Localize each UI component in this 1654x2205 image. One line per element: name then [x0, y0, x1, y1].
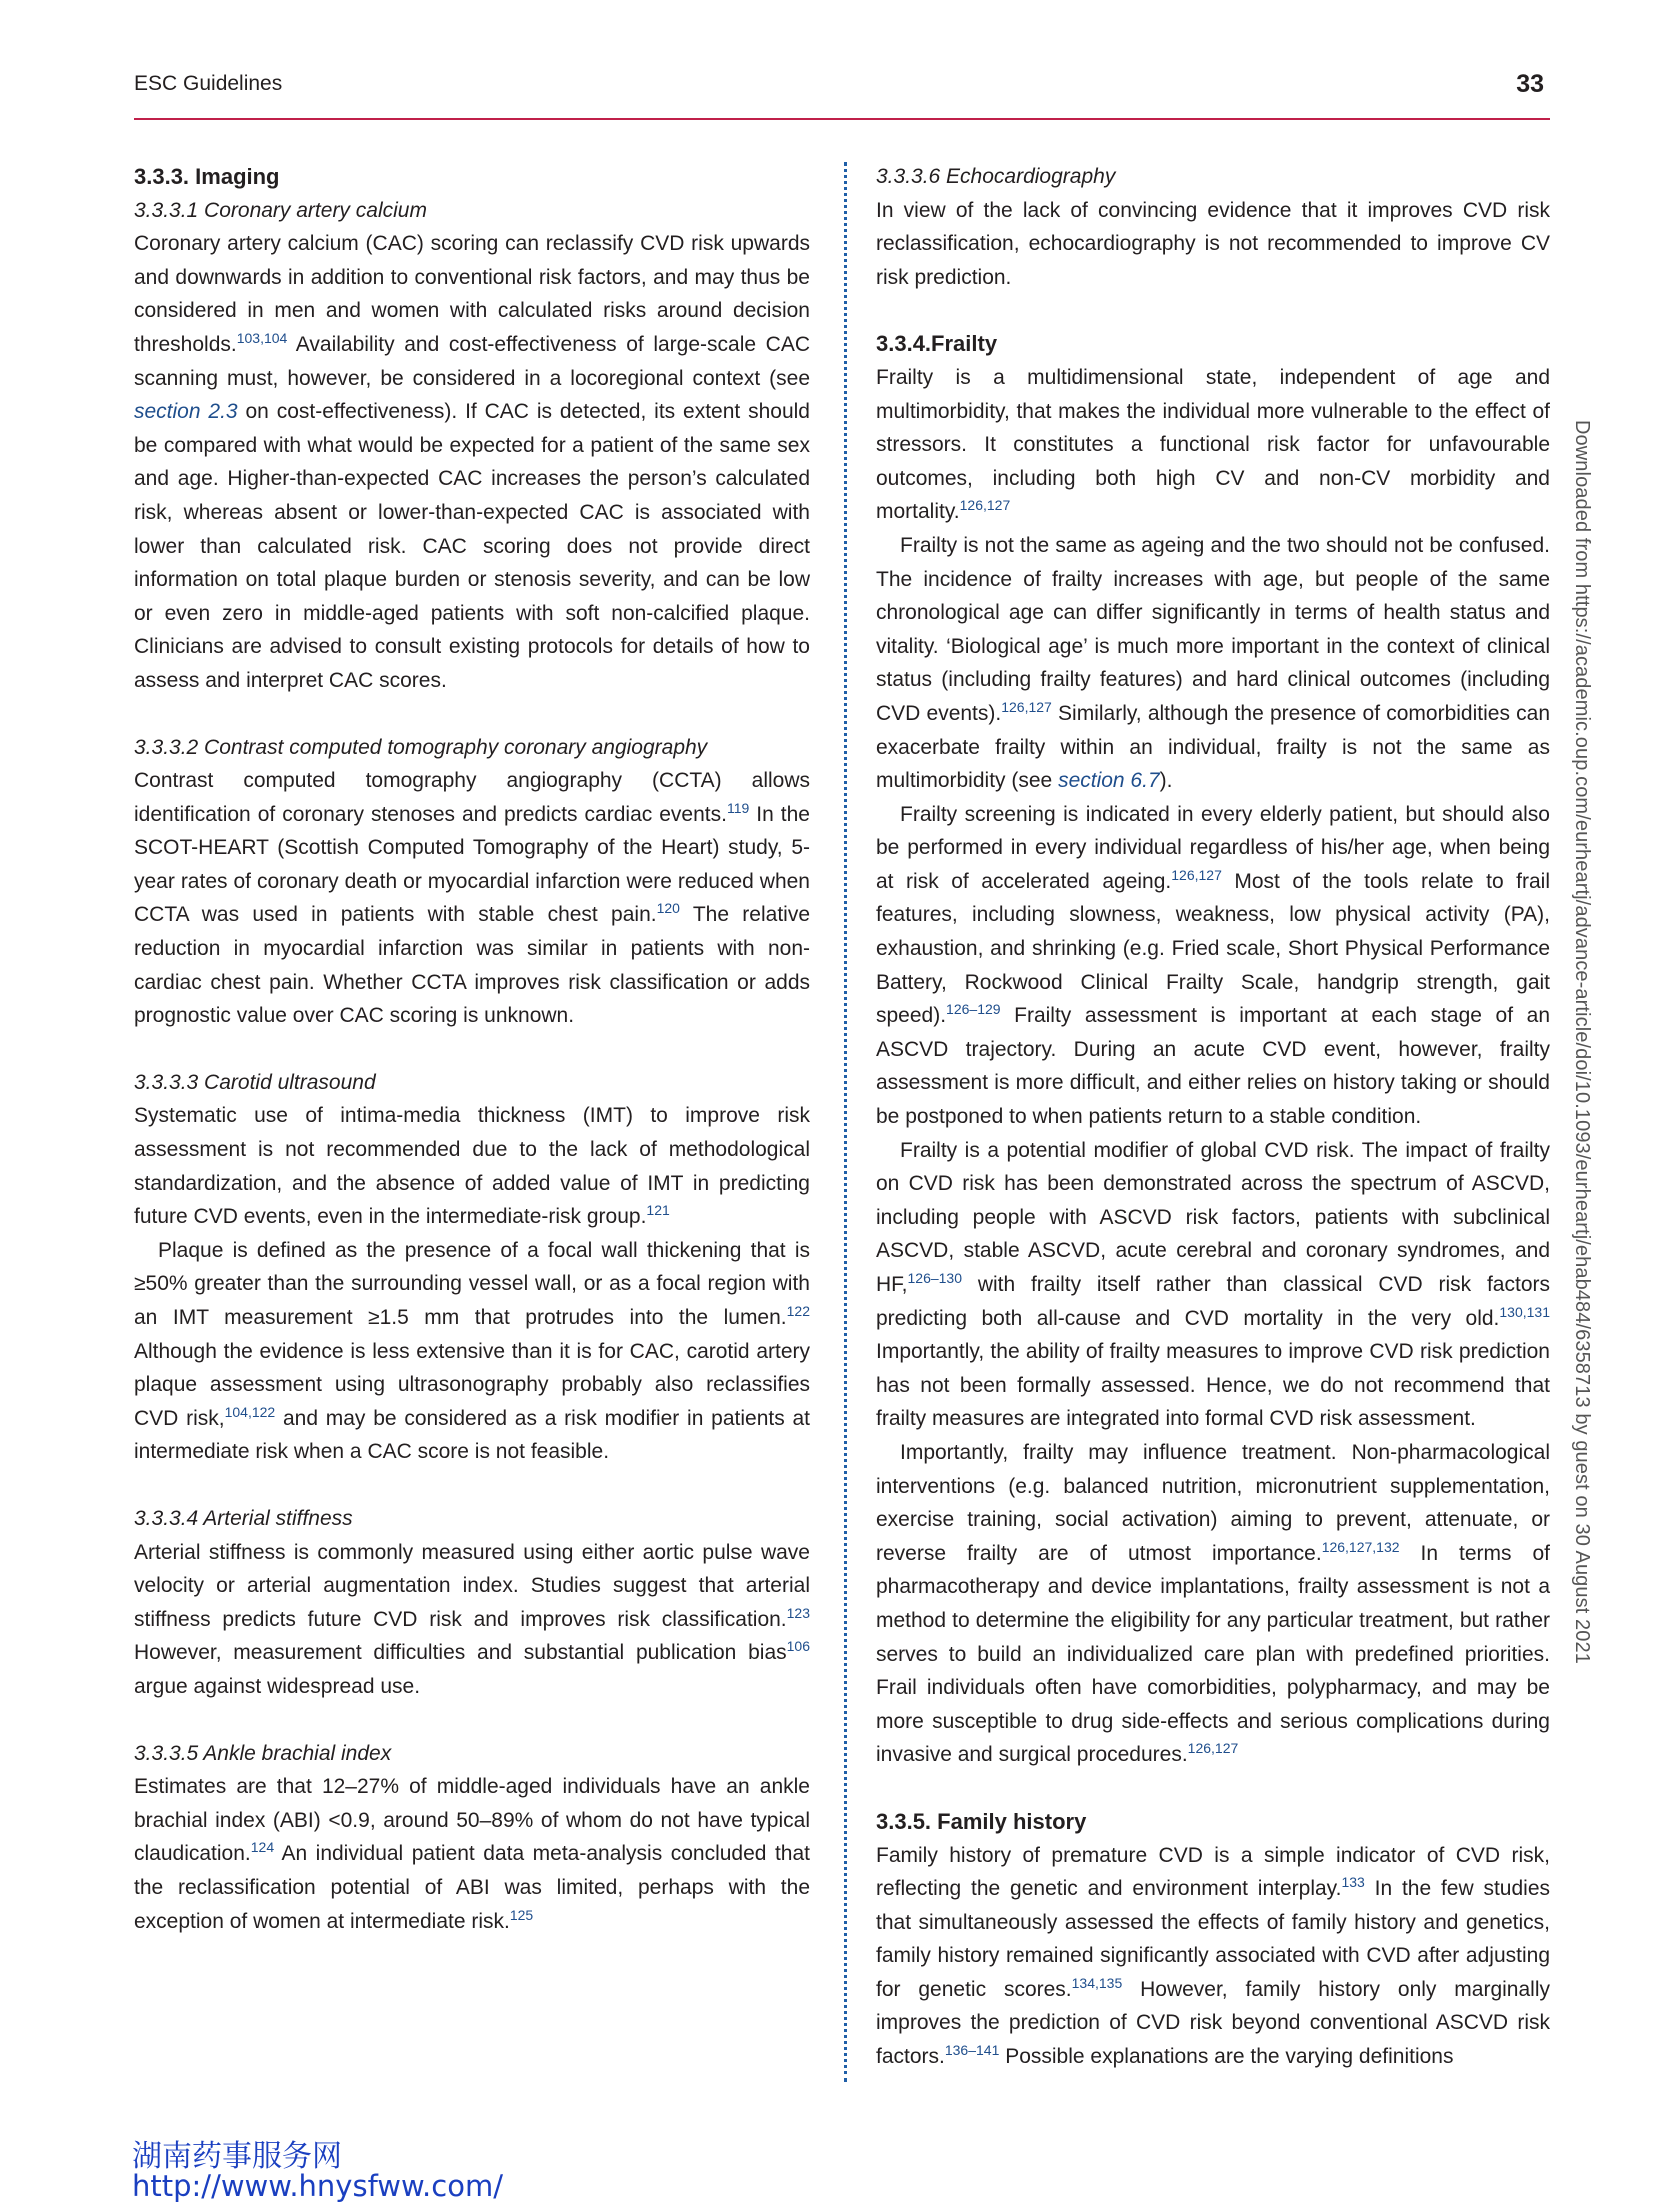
- section-heading-family-history: 3.3.5. Family history: [876, 1808, 1087, 1834]
- citation[interactable]: 123: [786, 1604, 810, 1621]
- citation[interactable]: 122: [786, 1303, 810, 1319]
- citation[interactable]: 136–141: [944, 2042, 1000, 2059]
- page-number: 33: [1516, 70, 1544, 98]
- citation[interactable]: 126,127: [1001, 698, 1052, 715]
- paragraph-frailty-2: Frailty is not the same as ageing and the two should not be confused. The incidence of frailty increases with age, but people of the same chronological age can differ significantly in terms of health status and vitality. ‘Biological age’ is much more important in the context of clinical status (including frailty features) and hard clinical outcomes (including CVD events).$^{126,127}$ Similarly, although the presence of comorbidities can exacerbate frailty within an individual, frailty is not the same as multimorbidity (see section 6.7).: [876, 533, 1550, 793]
- citation[interactable]: 119: [726, 799, 750, 816]
- citation[interactable]: 124: [250, 1839, 275, 1856]
- paragraph-frailty-3: Frailty screening is indicated in every elderly patient, but should also be performed in every individual regardless of his/her age, when being at risk of accelerated ageing.$^{126,127}$ Most of the tools relate to frail features, including slowness, weakness, low physical activity (PA), exhaustion, and shrinking (e.g. Fried scale, Short Physical Performance Battery, Rockwood Clinical Frailty Scale, handgrip strength, gait speed).$^{126-129}$ Frailty assessment is important at each stage of an ASCVD trajectory. During an acute CVD event, however, frailty assessment is more difficult, and either relies on history taking or should be postponed to when patients return to a stable condition.: [876, 802, 1550, 1129]
- download-notice: Downloaded from https://academic.oup.com/eurheartj/advance-article/doi/10.1093/eurheartj/ehab484/6358713 by guest on 30 August 2021: [1571, 420, 1593, 1664]
- column-divider: [844, 162, 847, 2082]
- paragraph-ccta: Contrast computed tomography angiography (CCTA) allows identification of coronary stenoses and predicts cardiac events.$^{119}$ In the SCOT-HEART (Scottish Computed Tomography of the Heart) study, 5-year rates of coronary death or myocardial infarction were reduced when CCTA was used in patients with stable chest pain.$^{120}$ The relative reduction in myocardial infarction was similar in patients with non-cardiac chest pain. Whether CCTA improves risk classification or adds prognostic value over CAC scoring is unknown.: [134, 769, 810, 1028]
- paragraph-stiffness: Arterial stiffness is commonly measured using either aortic pulse wave velocity or arterial augmentation index. Studies suggest that arterial stiffness predicts future CVD risk and improves risk classification.$^{123}$ However, measurement difficulties and substantial publication bias$^{106}$ argue against widespread use.: [134, 1540, 810, 1698]
- citation[interactable]: 126–129: [946, 1001, 1001, 1018]
- header-rule: [134, 118, 1550, 120]
- citation[interactable]: 126,127: [1187, 1740, 1239, 1757]
- subsection-heading-ccta: 3.3.3.2 Contrast computed tomography coronary angiography: [134, 735, 708, 759]
- citation[interactable]: 125: [509, 1906, 534, 1923]
- subsection-heading-abi: 3.3.3.5 Ankle brachial index: [134, 1741, 392, 1765]
- subsection-heading-carotid: 3.3.3.3 Carotid ultrasound: [134, 1070, 376, 1094]
- paragraph-cac: Coronary artery calcium (CAC) scoring can reclassify CVD risk upwards and downwards in addition to conventional risk factors, and may thus be considered in men and women with calculated risks around decision thresholds.$^{103,104}$ Availability and cost-effectiveness of large-scale CAC scanning must, however, be considered in a locoregional context (see section 2.3 on cost-effectiveness). If CAC is detected, its extent should be compared with what would be expected for a patient of the same sex and age. Higher-than-expected CAC increases the person’s calculated risk, whereas absent or lower-than-expected CAC is associated with lower than calculated risk. CAC scoring does not provide direct information on total plaque burden or stenosis severity, and can be low or even zero in middle-aged patients with soft non-calcified plaque. Clinicians are advised to consult existing protocols for details of how to assess and interpret CAC scores.: [134, 232, 810, 692]
- section-heading-imaging: 3.3.3. Imaging: [134, 164, 280, 189]
- paragraph-family-history: Family history of premature CVD is a simple indicator of CVD risk, reflecting the genetic and environment interplay.$^{133}$ In the few studies that simultaneously assessed the effects of family history and genetics, family history remained significantly associated with CVD after adjusting for genetic scores.$^{134,135}$ However, family history only marginally improves the prediction of CVD risk beyond conventional ASCVD risk factors.$^{136-141}$ Possible explanations are the varying definitions: [876, 1843, 1550, 2069]
- paragraph-carotid-2: Plaque is defined as the presence of a focal wall thickening that is ≥50% greater than the surrounding vessel wall, or as a focal region with an IMT measurement ≥1.5 mm that protrudes into the lumen.$^{122}$ Although the evidence is less extensive than it is for CAC, carotid artery plaque assessment using ultrasonography probably also reclassifies CVD risk,$^{104,122}$ and may be considered as a risk modifier in patients at intermediate risk when a CAC score is not feasible.: [134, 1238, 810, 1464]
- citation[interactable]: 121: [646, 1202, 670, 1219]
- left-column: [134, 160, 810, 1938]
- subsection-heading-stiffness: 3.3.3.4 Arterial stiffness: [134, 1506, 353, 1530]
- citation[interactable]: 126–130: [907, 1270, 963, 1286]
- paragraph-frailty-1: Frailty is a multidimensional state, independent of age and multimorbidity, that makes the individual more vulnerable to the effect of stressors. It constitutes a functional risk factor for unfavourable outcomes, including both high CV and non-CV morbidity and mortality.$^{126,127}$: [876, 365, 1550, 524]
- paragraph-carotid-1: Systematic use of intima-media thickness (IMT) to improve risk assessment is not recommended due to the lack of methodological standardization, and the absence of added value of IMT in predicting future CVD events, even in the intermediate-risk group.$^{121}$: [134, 1104, 810, 1229]
- section-link[interactable]: section 6.7: [1058, 769, 1160, 793]
- citation[interactable]: 134,135: [1071, 1974, 1123, 1991]
- citation[interactable]: 126,127: [1171, 866, 1222, 883]
- citation[interactable]: 126,127: [959, 497, 1011, 514]
- watermark-url[interactable]: http://www.hnysfww.com/: [132, 2169, 503, 2203]
- citation[interactable]: 103,104: [236, 329, 288, 346]
- subsection-heading-echo: 3.3.3.6 Echocardiography: [876, 165, 1116, 188]
- citation[interactable]: 126,127,132: [1321, 1538, 1400, 1555]
- section-link[interactable]: section 2.3: [134, 400, 238, 424]
- section-heading-frailty: 3.3.4.Frailty: [876, 331, 998, 357]
- right-column: [876, 160, 1550, 2074]
- citation[interactable]: 106: [786, 1638, 810, 1655]
- paragraph-echo: In view of the lack of convincing evidence that it improves CVD risk reclassification, echocardiography is not recommended to improve CV risk prediction.: [876, 198, 1550, 289]
- citation[interactable]: 130,131: [1499, 1303, 1550, 1320]
- paragraph-frailty-4: Frailty is a potential modifier of global CVD risk. The impact of frailty on CVD risk has been demonstrated across the spectrum of ASCVD, including people with ASCVD risk factors, patients with subclinical ASCVD, stable ASCVD, acute cerebral and coronary syndromes, and HF,$^{126-130}$ with frailty itself rather than classical CVD risk factors predicting both all-cause and CVD mortality in the very old.$^{130,131}$ Importantly, the ability of frailty measures to improve CVD risk prediction has not been formally assessed. Hence, we do not recommend that frailty measures are integrated into formal CVD risk assessment.: [876, 1138, 1550, 1431]
- citation[interactable]: 133: [1341, 1874, 1365, 1891]
- journal-title: ESC Guidelines: [134, 72, 283, 95]
- citation[interactable]: 120: [656, 900, 680, 917]
- paragraph-abi: Estimates are that 12–27% of middle-aged individuals have an ankle brachial index (ABI) <0.9, around 50–89% of whom do not have typical claudication.$^{124}$ An individual patient data meta-analysis concluded that the reclassification potential of ABI was limited, perhaps with the exception of women at intermediate risk.$^{125}$: [134, 1775, 810, 1933]
- citation[interactable]: 104,122: [224, 1403, 276, 1420]
- watermark-title: 湖南药事服务网: [132, 2139, 342, 2174]
- subsection-heading-cac: 3.3.3.1 Coronary artery calcium: [134, 198, 427, 222]
- paragraph-frailty-5: Importantly, frailty may influence treatment. Non-pharmacological interventions (e.g. balanced nutrition, micronutrient supplementation, exercise training, social activation) aiming to prevent, attenuate, or reverse frailty are of utmost importance.$^{126,127,132}$ In terms of pharmacotherapy and device implantations, frailty assessment is not a method to determine the eligibility for any particular treatment, but rather serves to build an individualized care plan with predefined priorities. Frail individuals often have comorbidities, polypharmacy, and may be more susceptible to drug side-effects and serious complications during invasive and surgical procedures.$^{126,127}$: [876, 1440, 1550, 1767]
